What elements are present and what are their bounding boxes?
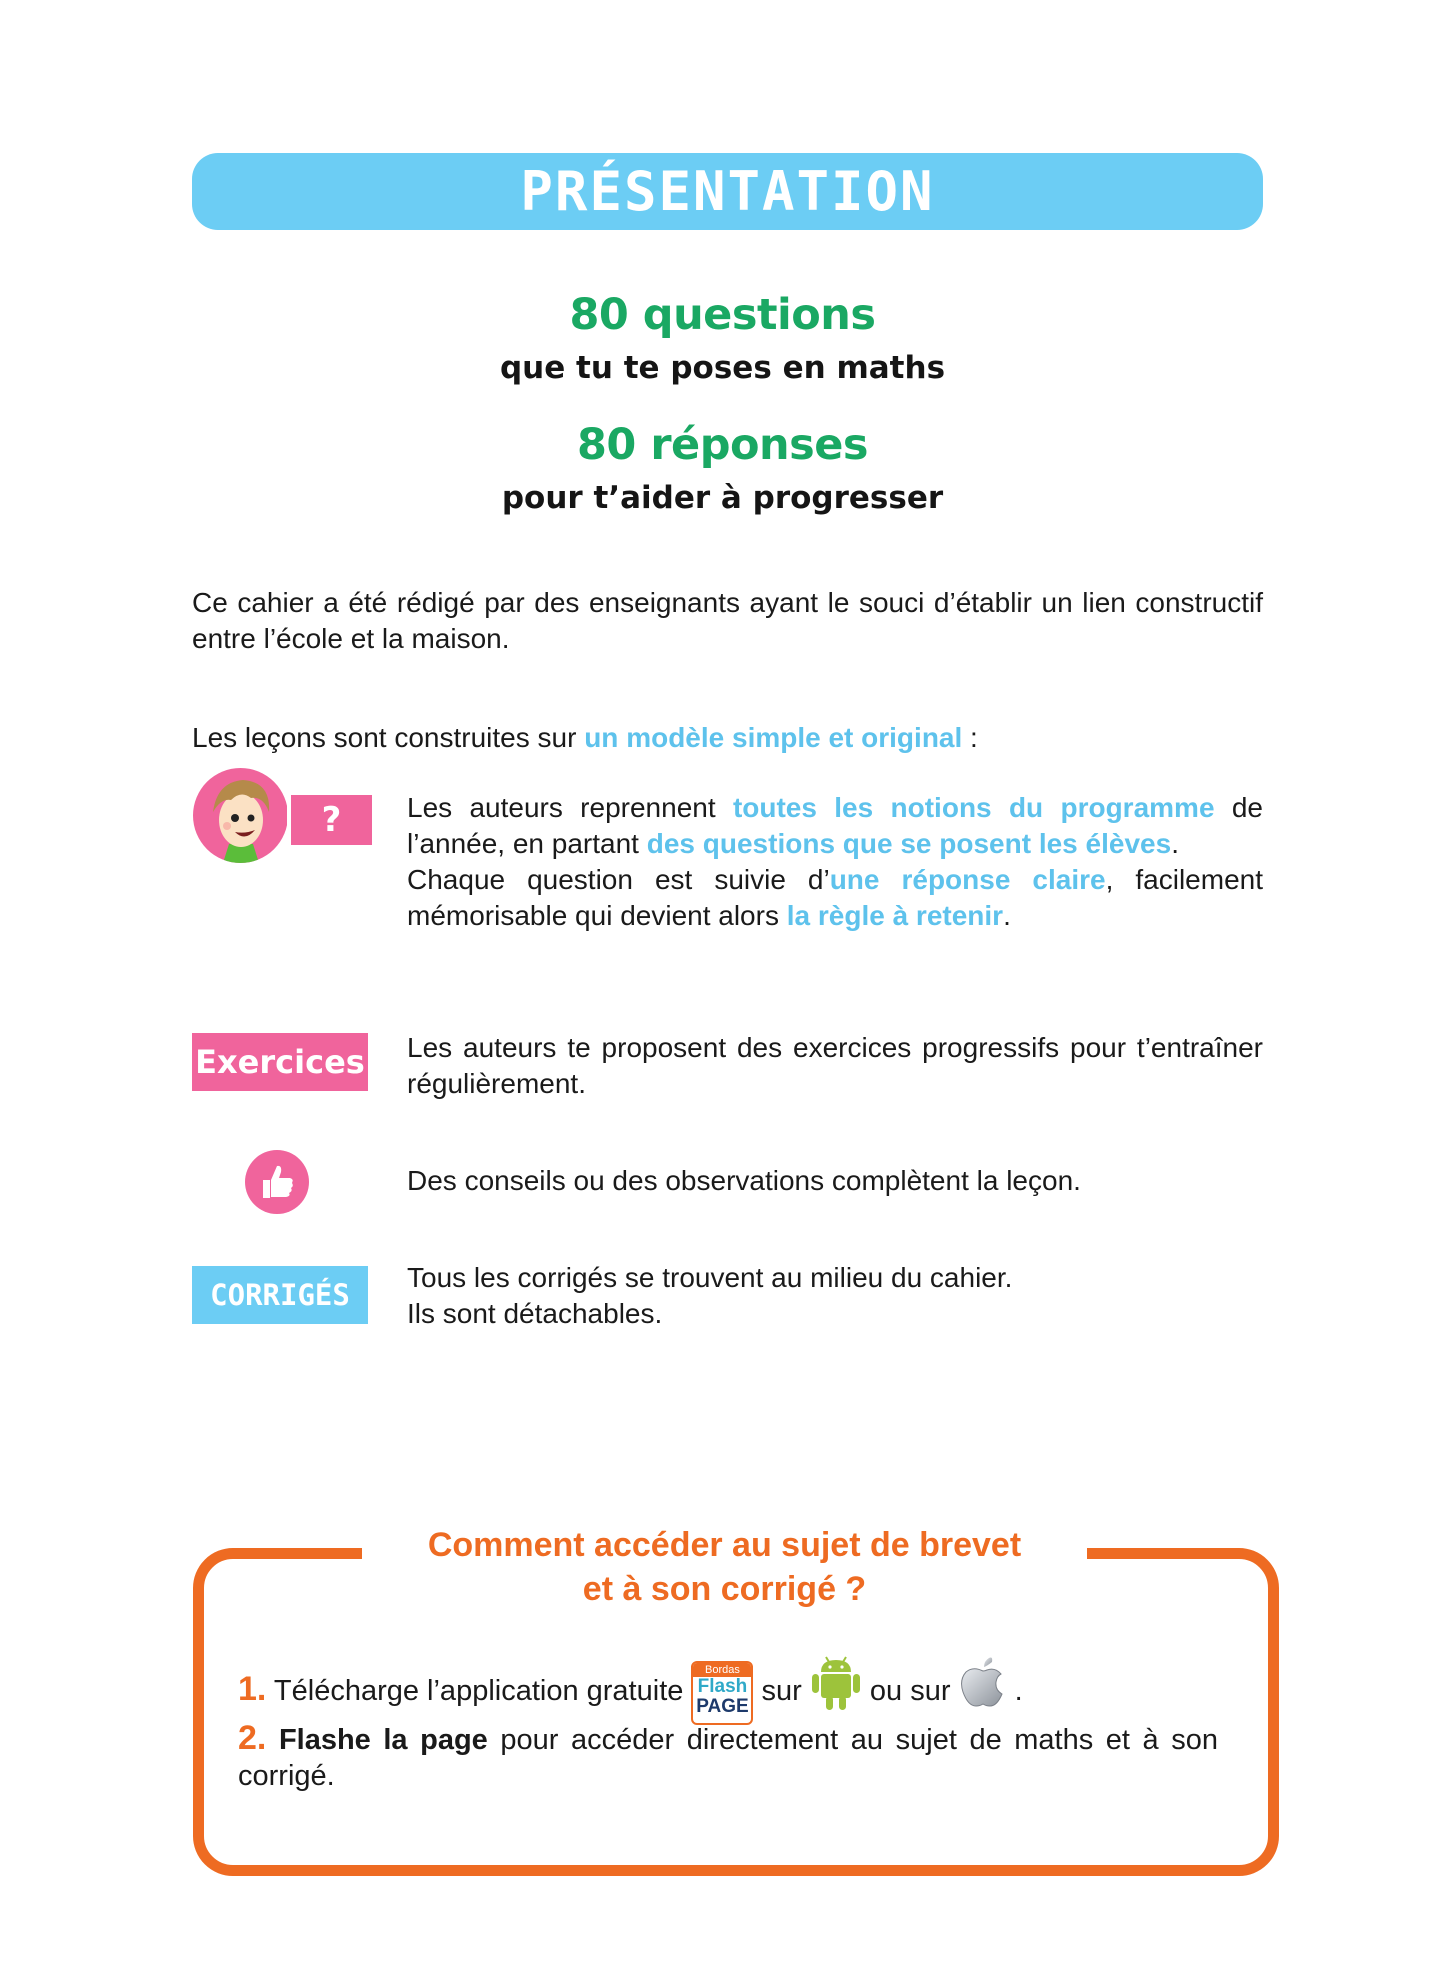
step-bold: Flashe la page [278,1724,488,1756]
lessons-highlight: un modèle simple et original [584,722,963,753]
text: , facilement mémorisable qui devient alors [407,864,1263,931]
access-title-line-2: et à son corrigé ? [582,1570,867,1608]
thumbs-up-icon [245,1150,309,1214]
highlight: toutes les notions du programme [732,792,1215,823]
student-avatar-icon [193,768,288,863]
text: . [1171,828,1179,859]
text: . [1003,900,1011,931]
app-icon-mid: Flash [697,1675,748,1697]
access-box-title [362,1523,1087,1611]
lessons-suffix: : [962,722,978,753]
exercices-badge: Exercices [192,1033,368,1091]
lessons-prefix: Les leçons sont construites sur [192,722,585,753]
lessons-intro [192,720,1263,756]
flashpage-app-icon[interactable] [691,1661,753,1725]
step-text: Télécharge l’application gratuite [273,1675,692,1708]
step-text: ou sur [869,1675,959,1708]
headline-questions-sub: que tu te poses en maths [499,350,946,386]
app-icon-top: Bordas [693,1663,751,1677]
step-text: sur [761,1675,810,1708]
highlight: des questions que se posent les élèves [646,828,1172,859]
access-title-line-1: Comment accéder au sujet de brevet [427,1526,1022,1564]
text: Les auteurs reprennent [407,792,733,823]
page-title: PRÉSENTATION [520,160,935,223]
text: Chaque question est suivie d’ [407,864,830,895]
highlight: une réponse claire [829,864,1106,895]
corriges-line-2: Ils sont détachables. [407,1298,663,1329]
question-description [407,790,1263,934]
title-banner [192,153,1263,230]
step-number: 2. [238,1719,267,1757]
step-text: pour accéder directement au sujet de maths et à son corrigé. [238,1724,1218,1792]
corriges-badge: CORRIGÉS [192,1266,368,1324]
exercices-description: Les auteurs te proposent des exercices progressifs pour t’entraîner régulièrement. [407,1032,1263,1099]
headline-answers-sub: pour t’aider à progresser [501,480,944,516]
corriges-description [407,1260,1263,1332]
headline-questions: 80 questions [569,290,876,340]
app-icon-bottom: PAGE [696,1695,749,1717]
text: de l’année, en partant [407,792,1263,859]
conseils-description: Des conseils ou des observations complètent la leçon. [407,1165,1081,1196]
intro-paragraph: Ce cahier a été rédigé par des enseignants ayant le souci d’établir un lien constructif entre l’école et la maison. [192,587,1263,654]
headline-answers: 80 réponses [577,420,868,470]
step-number: 1. [238,1670,267,1709]
highlight: la règle à retenir [786,900,1004,931]
step-text: . [1014,1675,1023,1708]
corriges-line-1: Tous les corrigés se trouvent au milieu du cahier. [407,1262,1013,1293]
access-step-2 [238,1720,1218,1794]
question-badge: ? [287,795,372,845]
